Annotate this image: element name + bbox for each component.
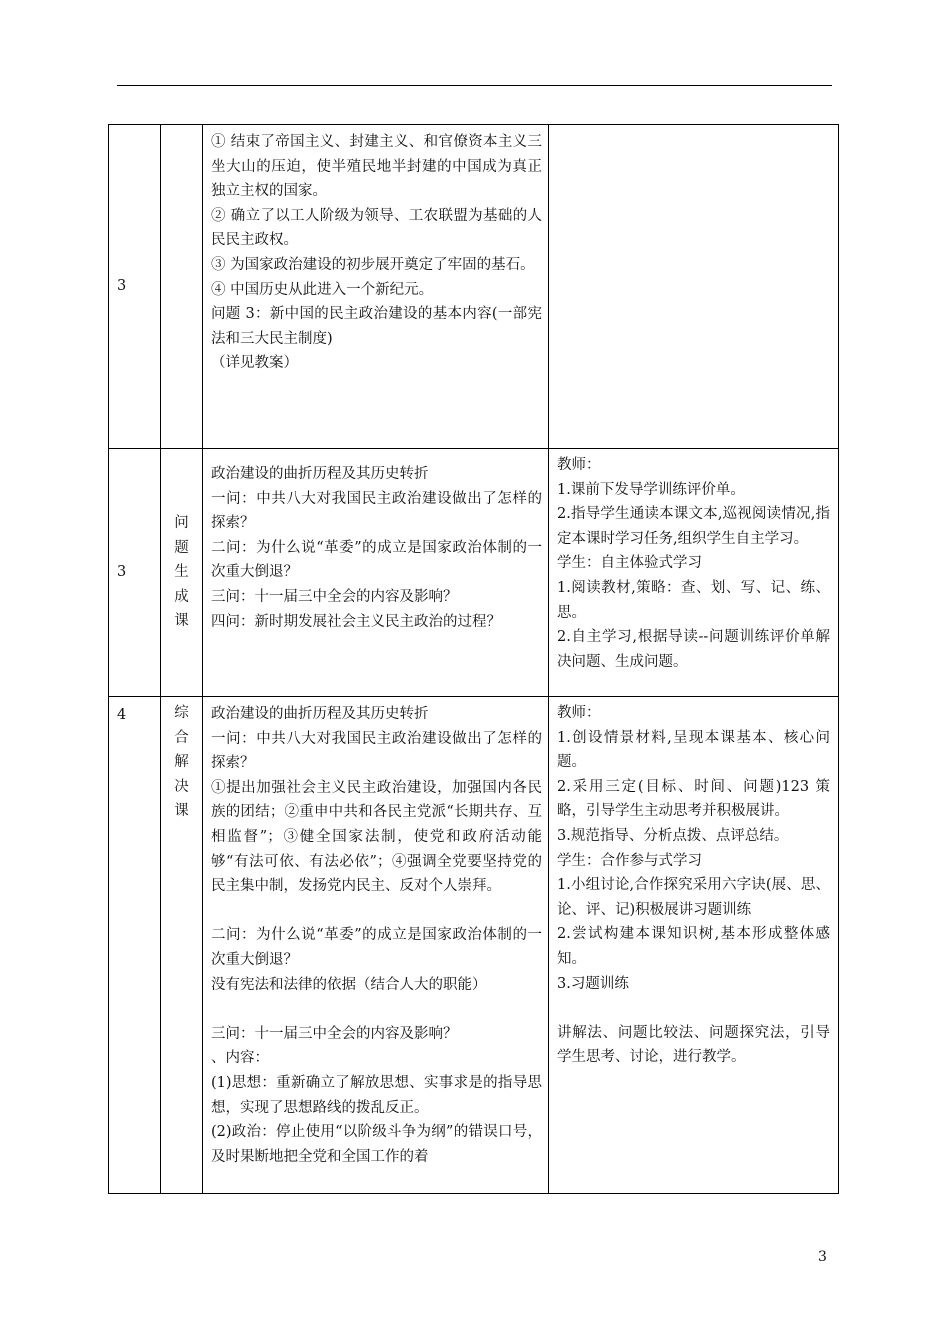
lesson-type bbox=[161, 125, 203, 449]
content-line: 一问：中共八大对我国民主政治建设做出了怎样的探索？ bbox=[211, 730, 542, 772]
content-line: ② 确立了以工人阶级为领导、工农联盟为基础的人民民主政权。 bbox=[211, 207, 542, 249]
content-line: 问题 3：新中国的民主政治建设的基本内容(一部宪法和三大民主制度) bbox=[211, 306, 542, 347]
content-line: 三问：十一届三中全会的内容及影响？ bbox=[211, 588, 458, 605]
lesson-type-char: 成 bbox=[174, 588, 189, 605]
content-line: 二问：为什么说“革委”的成立是国家政治体制的一次重大倒退？ bbox=[211, 927, 542, 968]
content-line: 一问：中共八大对我国民主政治建设做出了怎样的探索？ bbox=[211, 490, 542, 532]
method-cell bbox=[549, 697, 839, 1194]
method-line: 1.小组讨论,合作探究采用六字诀(展、思、论、评、记)积极展讲习题训练 bbox=[557, 877, 830, 918]
lesson-type-char: 解 bbox=[174, 754, 189, 771]
table-row bbox=[109, 125, 839, 449]
method-line: 2.指导学生通读本课文本,巡视阅读情况,指定本课时学习任务,组织学生自主学习。 bbox=[557, 506, 830, 547]
lesson-plan-table bbox=[108, 124, 839, 1194]
method-line: 讲解法、问题比较法、问题探究法，引导学生思考、讨论，进行教学。 bbox=[557, 1024, 830, 1066]
lesson-type bbox=[161, 449, 203, 697]
lesson-type-char: 合 bbox=[174, 729, 189, 746]
content-line: 政治建设的曲折历程及其历史转折 bbox=[211, 706, 429, 722]
content-line: (1)思想：重新确立了解放思想、实事求是的指导思想，实现了思想路线的拨乱反正。 bbox=[211, 1074, 542, 1116]
lesson-type-char: 题 bbox=[174, 539, 189, 556]
spacer bbox=[211, 997, 542, 1022]
method-line: 3.习题训练 bbox=[557, 975, 629, 992]
table-row bbox=[109, 697, 839, 1194]
method-line: 3.规范指导、分析点拨、点评总结。 bbox=[557, 827, 789, 844]
method-line: 2.自主学习,根据导读--问题训练评价单解决问题、生成问题。 bbox=[557, 629, 830, 670]
method-line: 2.采用三定(目标、时间、问题)123 策略，引导学生主动思考并积极展讲。 bbox=[557, 778, 830, 820]
lesson-type bbox=[161, 697, 203, 1194]
lesson-type-char: 课 bbox=[174, 803, 189, 820]
row-number: 3 bbox=[109, 449, 161, 697]
method-line: 教师： bbox=[557, 705, 601, 721]
lesson-type-char: 综 bbox=[174, 705, 189, 721]
lesson-type-char: 课 bbox=[174, 613, 189, 630]
header-rule bbox=[117, 85, 832, 86]
spacer bbox=[211, 899, 542, 924]
lesson-type-char: 问 bbox=[174, 515, 189, 532]
method-line: 2.尝试构建本课知识树,基本形成整体感知。 bbox=[557, 926, 830, 967]
content-line: ④ 中国历史从此进入一个新纪元。 bbox=[211, 281, 434, 298]
method-line: 1.阅读教材,策略：查、划、写、记、练、思。 bbox=[557, 579, 830, 621]
method-cell bbox=[549, 449, 839, 697]
method-line: 教师： bbox=[557, 457, 601, 473]
content-line: 三问：十一届三中全会的内容及影响？ bbox=[211, 1025, 458, 1042]
method-cell bbox=[549, 125, 839, 449]
content-cell bbox=[203, 697, 549, 1194]
content-line: 二问：为什么说“革委”的成立是国家政治体制的一次重大倒退？ bbox=[211, 539, 542, 581]
lesson-type-char: 生 bbox=[174, 564, 189, 581]
content-cell bbox=[203, 449, 549, 697]
row-number: 3 bbox=[109, 125, 161, 449]
content-line: （详见教案） bbox=[211, 355, 298, 372]
method-line: 1.课前下发导学训练评价单。 bbox=[557, 481, 745, 498]
spacer bbox=[557, 996, 830, 1021]
content-line: (2)政治：停止使用“以阶级斗争为纲”的错误口号，及时果断地把全党和全国工作的着 bbox=[211, 1124, 542, 1165]
method-line: 学生：自主体验式学习 bbox=[557, 555, 702, 572]
content-line: 四问：新时期发展社会主义民主政治的过程？ bbox=[211, 613, 501, 630]
content-line: 没有宪法和法律的依据（结合人大的职能） bbox=[211, 976, 487, 993]
method-line: 学生：合作参与式学习 bbox=[557, 852, 702, 869]
content-line: ①提出加强社会主义民主政治建设，加强国内各民族的团结；②重申中共和各民主党派“长期共存、互相监督”；③健全国家法制，使党和政府活动能够“有法可依、有法必依”；④强调全党要坚持党的民主集中制，发扬党内民主、反对个人崇拜。 bbox=[211, 779, 542, 895]
content-line: 、内容： bbox=[211, 1050, 269, 1067]
content-line: ③ 为国家政治建设的初步展开奠定了牢固的基石。 bbox=[211, 256, 535, 273]
table-row bbox=[109, 449, 839, 697]
page-number: 3 bbox=[818, 1249, 827, 1265]
content-cell bbox=[203, 125, 549, 449]
method-line: 1.创设情景材料,呈现本课基本、核心问题。 bbox=[557, 729, 830, 771]
lesson-type-char: 决 bbox=[174, 778, 189, 795]
row-number: 4 bbox=[109, 697, 161, 1194]
content-line: ① 结束了帝国主义、封建主义、和官僚资本主义三坐大山的压迫，使半殖民地半封建的中国成为真正独立主权的国家。 bbox=[211, 134, 542, 200]
content-line: 政治建设的曲折历程及其历史转折 bbox=[211, 466, 429, 482]
